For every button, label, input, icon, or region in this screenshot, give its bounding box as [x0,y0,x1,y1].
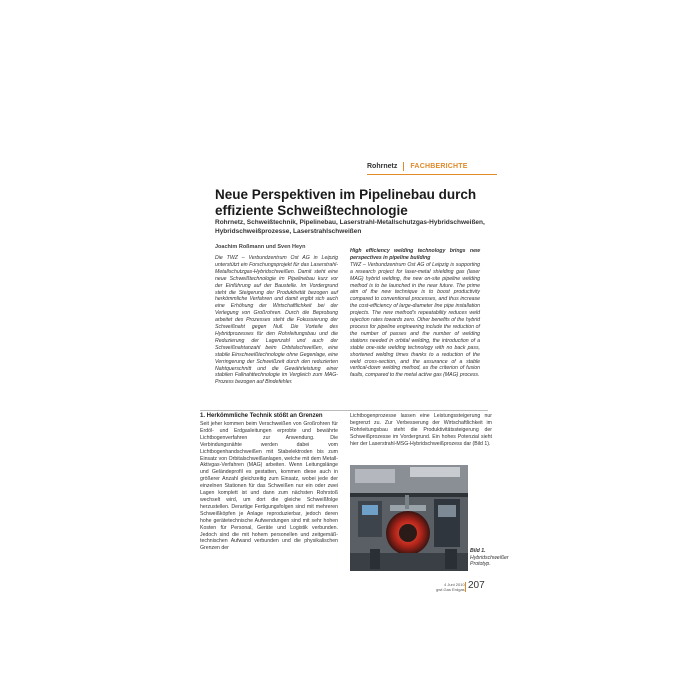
abstract-english-text: TWZ – Verbundzentrum Ost AG of Leipzig is supporting a research project for laser-metal shielding gas (laser MAG) hybrid welding, the new on-site pipeline welding method is to be launched in the near future. The prime aim of the new technique is to boost productivity compared to conventional processes, and thus increase the cost-efficiency of large-diameter line pipe installation projects. The new method's repeatability reduces weld rejection rates towards zero. Other benefits of the hybrid process for pipeline engineering include the reduction of the number of passes and the number of welding stations needed in orbital welding, the introduction of a stable one-side welding technology with no back pass, shortened welding times thanks to a reduction of the weld cross-section, and the assurance of a stable vertical-down welding method, as the criterion of fusion faults, compared to the metal active gas (MAG) process. [350,261,480,379]
abstract-english-heading: High efficiency welding technology brings new perspectives in pipeline building [350,248,480,261]
footer-separator [465,582,466,592]
welding-machine-photo [350,465,468,571]
figure-caption [470,548,510,568]
figure-caption-text: Hybridschweißer Prototyp. [470,554,509,567]
figure-caption-label: Bild 1. [470,548,486,554]
section-label: FACHBERICHTE [410,163,468,170]
section-rule [367,174,497,175]
body-column-right: Lichtbogenprozesse lassen eine Leistungssteigerung nur begrenzt zu. Zur Verbesserung der Wirtschaftlichkeit im Rohrleitungsbau steht die Produktivitätssteigerung der Schweißprozesse im Vordergrund. Ein hohes Potenzial sieht hier der Laserstrahl-MSG-Hybridschweißprozess dar (Bild 1). [350,413,492,447]
figure-photo [350,465,468,571]
section-separator [403,162,404,171]
footer-issue: 4 Juni 2010 [444,582,465,587]
abstract-german: Die TWZ – Verbundzentrum Ost AG in Leipzig unterstützt ein Forschungsprojekt für das Laserstrahl-Metallschutzgas-Hybridschweißen. Damit steht eine neue Schweißtechnologie im Pipelinebau kurz vor der Einführung auf der Baustelle. Im Vordergrund steht die Steigerung der Produktivität bezogen auf herkömmliche Verfahren und damit ergibt sich auch eine Erhöhung der Wirtschaftlichkeit bei der Verlegung von Großrohren. Durch die Beprobung arbeitet des Prozesses steht die Fokussierung der Schweißnaht gegen Null. Die Vorteile des Hybridprozesses für den Rohrleitungsbau und die Reduzierung der Lagenzahl und auch der Schweißnahtanzahl beim Orbitalschweißen, eine stabile Einschweißtechnologie ohne Gegenlage, eine Verringerung der Schweißzeit durch den reduzierten Nahtquerschnitt und die Gewährleistung einer stabilen Fallnahttechnologie im Vergleich zum MAG-Prozess bezogen auf Bindefehler. [215,255,338,386]
article-authors: Joachim Roßmann und Sven Heyn [215,244,306,250]
section-header [367,162,468,171]
abstract-english [350,248,480,379]
section-divider [200,410,488,411]
article-title: Neue Perspektiven im Pipelinebau durch effiziente Schweißtechnologie [215,187,477,218]
body-column-left: Seit jeher kommen beim Verschweißen von Großrohren für Erdöl- und Erdgasleitungen erprobte und bewährte Lichtbogenverfahren zur Anwendung. Die Verbindungsnähte werden dabei vom Lichtbogenhandschweißen mit Stabelektroden bis zum Einsatz von Orbitalschweißanlagen, welche mit dem Metall-Aktivgas-Verfahren (MAG) arbeiten. Wenn Leitungslänge und Geländeprofil es gestatten, kommen diese auch in größerer Anzahl gleichzeitig zum Einsatz, wobei jede der einzelnen Stationen für das Schweißen nur ein oder zwei Lagen komplett ist und dann zum nächsten Rohrstoß wechselt wird, um dort die gleiche Schweißfolge herzustellen. Derartige Fertigungsfolgen sind mit mehreren Schweißköpfen je Anlage reproduzierbar, jedoch deren hohe gerätetechnische Aufwendungen sind mit sehr hohen Kosten für Personal, Geräte und Logistik verbunden. Jedoch sind die mit hohem personellen und zeitgemäß-technischen Aufwand verbunden und die physikalischen Grenzen der [200,421,338,552]
section1-heading: 1. Herkömmliche Technik stößt an Grenzen [200,413,323,419]
page-number: 207 [468,580,485,591]
footer-journal: gwf-Gas Erdgas [436,587,465,592]
footer-meta [436,582,465,592]
article-keywords: Rohrnetz, Schweißtechnik, Pipelinebau, Laserstrahl-Metallschutzgas-Hybridschweißen, Hybridschweißprozesse, Laserstrahlschweißen [215,219,485,235]
section-crumb: Rohrnetz [367,163,398,170]
